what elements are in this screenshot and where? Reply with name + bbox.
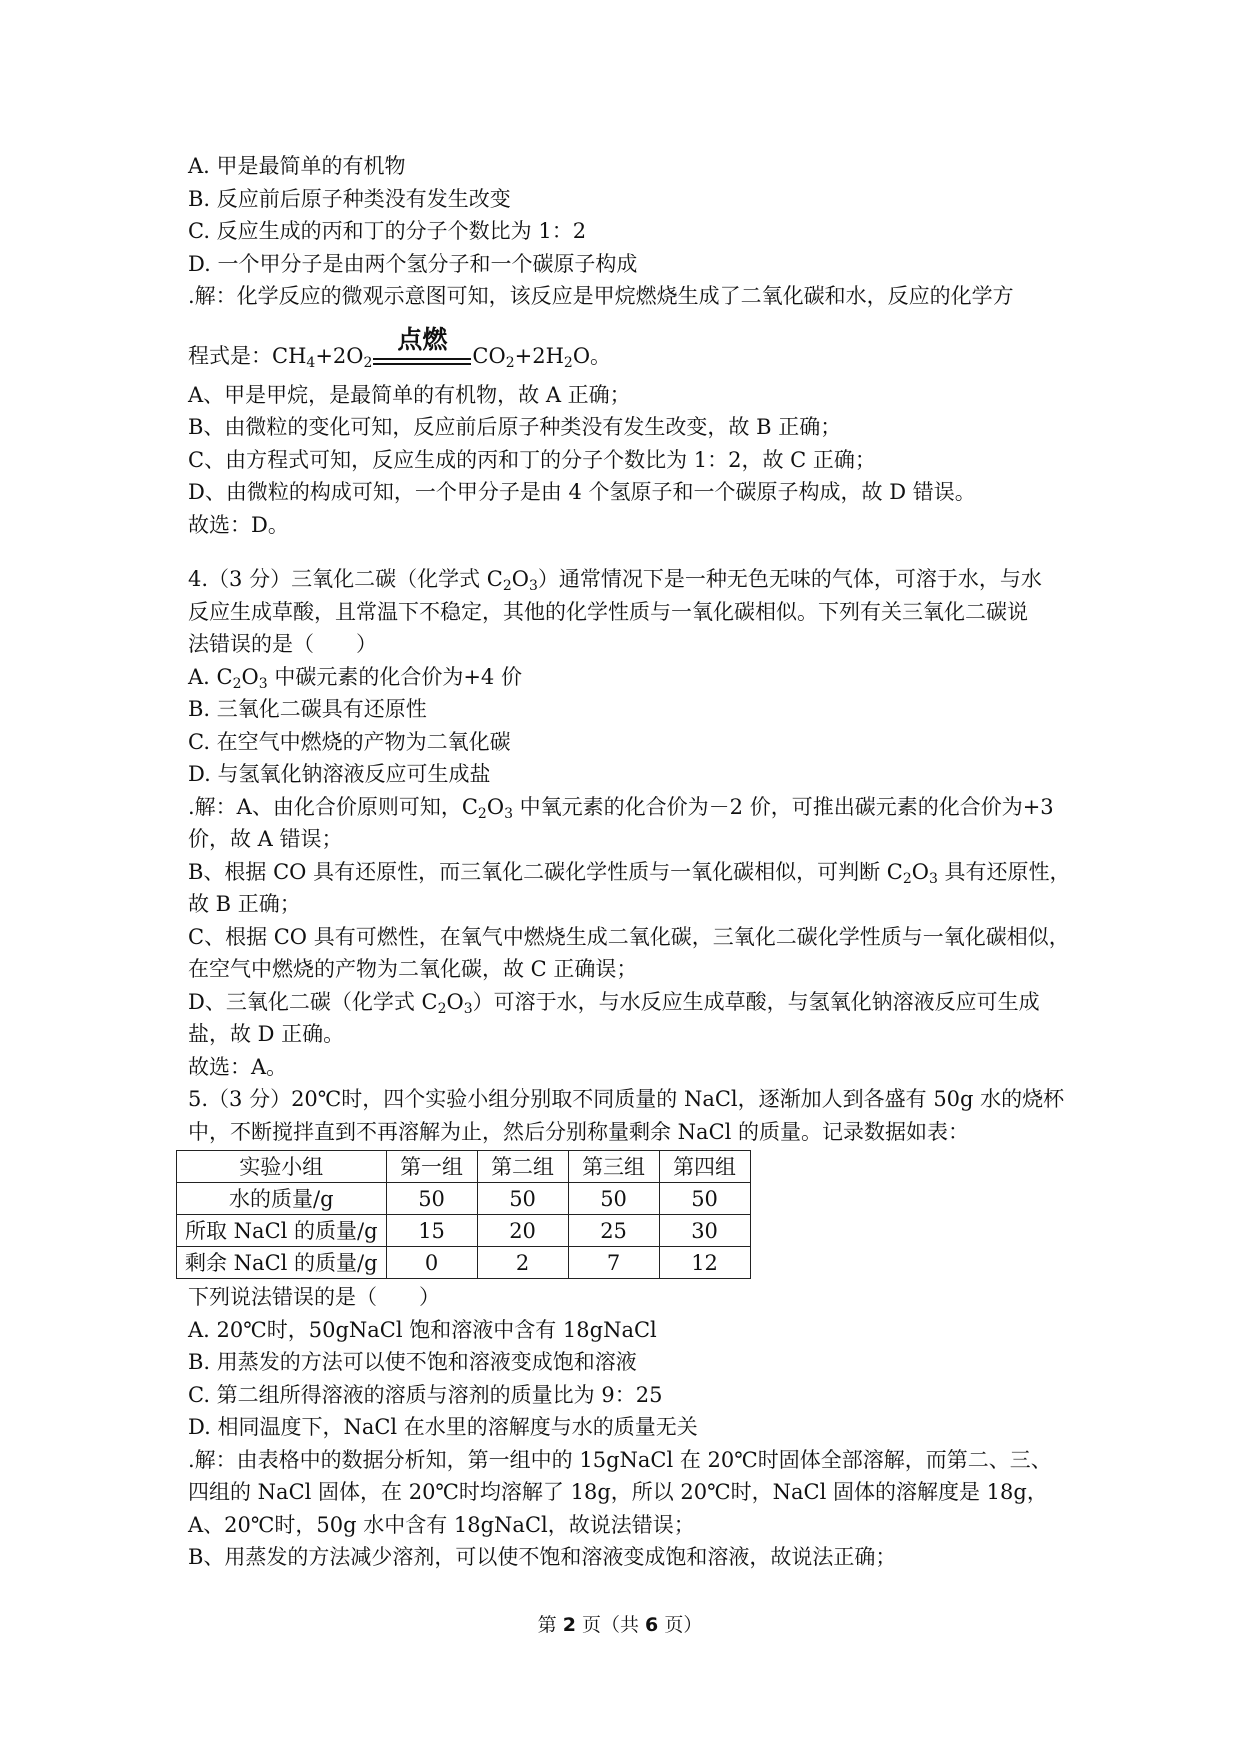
- table-cell: 30: [659, 1215, 750, 1247]
- q4-option-c: C. 在空气中燃烧的产物为二氧化碳: [188, 729, 511, 754]
- q5-option-b: B. 用蒸发的方法可以使不饱和溶液变成饱和溶液: [188, 1350, 637, 1374]
- total-pages: 6: [645, 1614, 659, 1636]
- q4-solution-line: 故 B 正确；: [188, 892, 301, 916]
- q5-solution-line: 四组的 NaCl 固体，在 20℃时均溶解了 18g，所以 20℃时，NaCl 固体的溶解度是 18g，: [188, 1480, 1048, 1504]
- q4-solution-line: 价，故 A 错误；: [188, 827, 343, 851]
- table-cell: 15: [386, 1215, 477, 1247]
- page-footer: [0, 1612, 1240, 1638]
- q4-stem-line: 法错误的是（ ）: [188, 632, 377, 656]
- q4-answer: 故选：A。: [188, 1054, 288, 1079]
- q4-solution-line: .解：A、由化合价原则可知，$C_2O_3$ 中氧元素的化合价为－2 价，可推出碳元素的化合价为+3: [188, 794, 1054, 822]
- table-cell: 50: [659, 1183, 750, 1215]
- table-row: [177, 1215, 751, 1247]
- table-row: [177, 1247, 751, 1279]
- data-table: [176, 1150, 751, 1279]
- q5-solution-line: .解：由表格中的数据分析知，第一组中的 15gNaCl 在 20℃时固体全部溶解，而第二、三、: [188, 1447, 1052, 1472]
- q5-stem-line: 5.（3 分）20℃时，四个实验小组分别取不同质量的 NaCl，逐渐加人到各盛有 50g 水的烧杯: [188, 1087, 1065, 1111]
- table-cell: 0: [386, 1247, 477, 1279]
- q4-solution-line: C、根据 CO 具有可燃性，在氧气中燃烧生成二氧化碳，三氧化二碳化学性质与一氧化碳相似，: [188, 924, 1070, 949]
- q5-option-a: A. 20℃时，50gNaCl 饱和溶液中含有 18gNaCl: [188, 1317, 657, 1342]
- q4-option-d: D. 与氢氧化钠溶液反应可生成盐: [188, 762, 491, 786]
- q5-solution-line: A、20℃时，50g 水中含有 18gNaCl，故说法错误；: [188, 1512, 695, 1537]
- q4-solution-line: 在空气中燃烧的产物为二氧化碳，故 C 正确误；: [188, 957, 638, 981]
- q3-analysis-c: C、由方程式可知，反应生成的丙和丁的分子个数比为 1：2，故 C 正确；: [188, 447, 876, 472]
- table-cell: 50: [386, 1183, 477, 1215]
- q3-analysis-d: D、由微粒的构成可知，一个甲分子是由 4 个氢原子和一个碳原子构成，故 D 错误。: [188, 480, 976, 504]
- equation-prefix: 程式是：: [188, 344, 272, 368]
- q3-option-d: D. 一个甲分子是由两个氢分子和一个碳原子构成: [188, 251, 638, 276]
- table-cell: 20: [477, 1215, 568, 1247]
- table-header-cell: 第二组: [477, 1151, 568, 1183]
- footer-suffix: 页）: [664, 1614, 703, 1636]
- table-cell: 25: [568, 1215, 659, 1247]
- q5-option-d: D. 相同温度下，NaCl 在水里的溶解度与水的质量无关: [188, 1415, 698, 1439]
- table-cell: 水的质量/g: [177, 1183, 387, 1215]
- equation-right: $CO_2+2H_2O$。: [472, 344, 612, 371]
- page-content: [185, 150, 1071, 1574]
- footer-prefix: 第: [537, 1614, 557, 1636]
- q4-option-a: A. $C_2O_3$ 中碳元素的化合价为+4 价: [188, 664, 522, 692]
- q4-solution-line: D、三氧化二碳（化学式 $C_2O_3$）可溶于水，与水反应生成草酸，与氢氧化钠溶液反应可生成: [188, 989, 1040, 1017]
- equation-left: $CH_4+2O_2$: [272, 344, 373, 371]
- table-row: [177, 1183, 751, 1215]
- equation-arrow: [373, 321, 471, 373]
- equation-condition: 点燃: [397, 324, 448, 354]
- q3-option-a: A. 甲是最简单的有机物: [188, 154, 406, 178]
- q3-option-b: B. 反应前后原子种类没有发生改变: [188, 186, 511, 211]
- chemical-equation: [188, 313, 1068, 373]
- table-header-row: [177, 1151, 751, 1183]
- table-header-cell: 第四组: [659, 1151, 750, 1183]
- table-header-cell: 第三组: [568, 1151, 659, 1183]
- q5-option-c: C. 第二组所得溶液的溶质与溶剂的质量比为 9：25: [188, 1382, 663, 1407]
- q3-analysis-b: B、由微粒的变化可知，反应前后原子种类没有发生改变，故 B 正确；: [188, 415, 842, 439]
- q3-solution-intro: .解：化学反应的微观示意图可知，该反应是甲烷燃烧生成了二氧化碳和水，反应的化学方: [188, 284, 1014, 308]
- q4-solution-line: B、根据 CO 具有还原性，而三氧化二碳化学性质与一氧化碳相似，可判断 $C_2O_3$ 具有还原性，: [188, 859, 1071, 887]
- q4-stem-line: 反应生成草酸，且常温下不稳定，其他的化学性质与一氧化碳相似。下列有关三氧化二碳说: [188, 599, 1028, 624]
- table-header-cell: 第一组: [386, 1151, 477, 1183]
- table-cell: 50: [477, 1183, 568, 1215]
- equals-sign: [373, 358, 471, 365]
- table-cell: 所取 NaCl 的质量/g: [177, 1215, 387, 1247]
- q5-question: 下列说法错误的是（ ）: [188, 1285, 440, 1309]
- q4-solution-line: 盐，故 D 正确。: [188, 1022, 345, 1046]
- table-cell: 12: [659, 1247, 750, 1279]
- page-number: 2: [562, 1614, 576, 1636]
- table-header-cell: 实验小组: [177, 1151, 387, 1183]
- q3-answer: 故选：D。: [188, 512, 289, 537]
- table-cell: 剩余 NaCl 的质量/g: [177, 1247, 387, 1279]
- q5-solution-line: B、用蒸发的方法减少溶剂，可以使不饱和溶液变成饱和溶液，故说法正确；: [188, 1545, 897, 1569]
- footer-mid: 页（共: [581, 1614, 639, 1636]
- table-cell: 2: [477, 1247, 568, 1279]
- q4-option-b: B. 三氧化二碳具有还原性: [188, 697, 427, 721]
- q4-stem-line: 4.（3 分）三氧化二碳（化学式 $C_2O_3$）通常情况下是一种无色无味的气体，可溶于水，与水: [188, 567, 1042, 594]
- table-cell: 50: [568, 1183, 659, 1215]
- q3-option-c: C. 反应生成的丙和丁的分子个数比为 1：2: [188, 219, 587, 243]
- q3-analysis-a: A、甲是甲烷，是最简单的有机物，故 A 正确；: [188, 382, 631, 407]
- table-cell: 7: [568, 1247, 659, 1279]
- q5-stem-line: 中，不断搅拌直到不再溶解为止，然后分别称量剩余 NaCl 的质量。记录数据如表：: [188, 1119, 970, 1144]
